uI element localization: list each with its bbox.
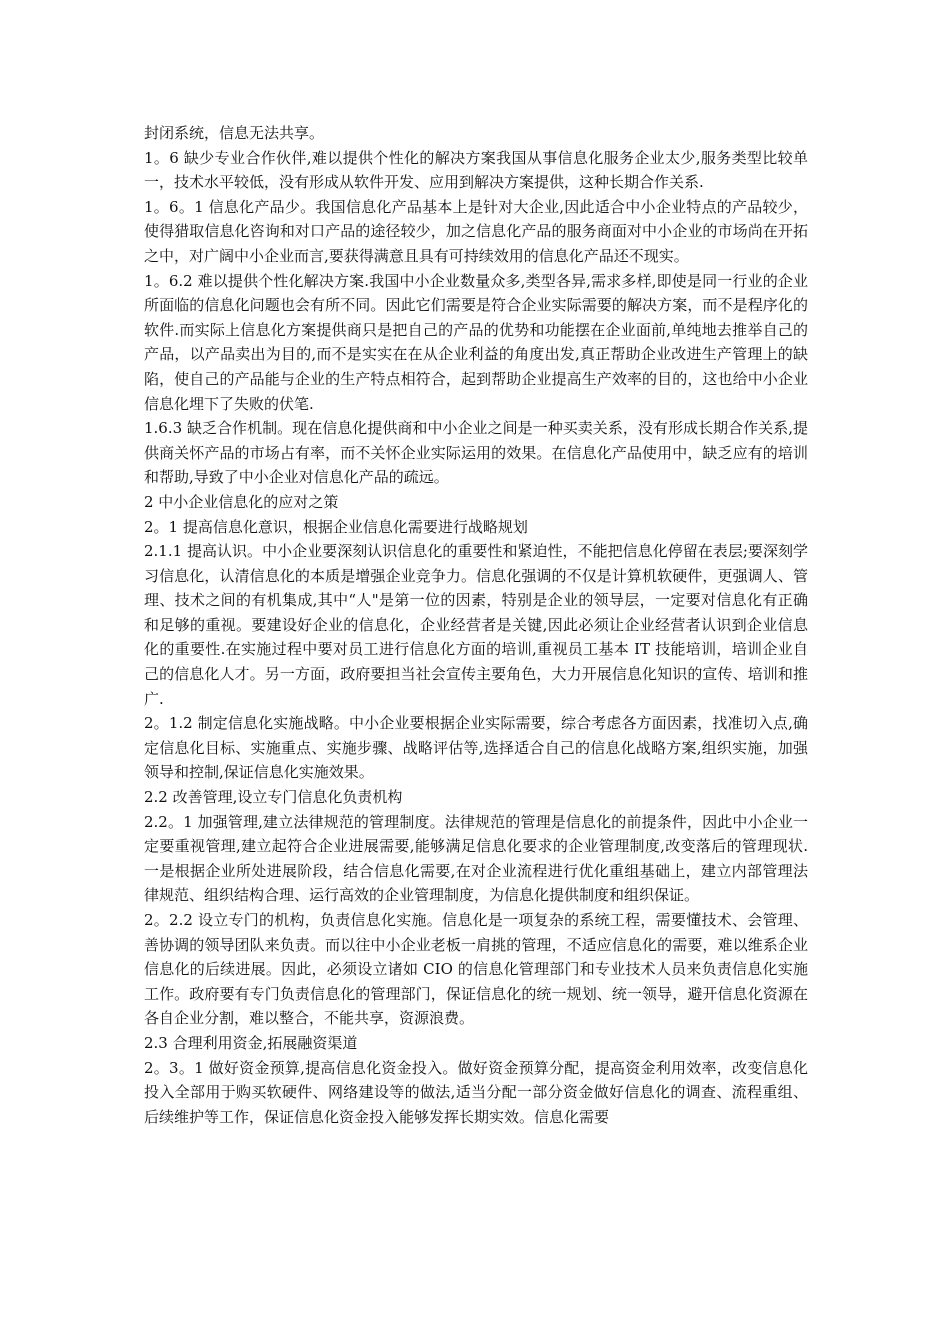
subsection-heading-2-2: 2.2 改善管理,设立专门信息化负责机构 bbox=[144, 788, 403, 807]
paragraph-2-2-1: 2.2。1 加强管理,建立法律规范的管理制度。法律规范的管理是信息化的前提条件，因此中小企业一定要重视管理,建立起符合企业进展需要,能够满足信息化要求的企业管理制度,改变落后的管理现状.一是根据企业所处进展阶段，结合信息化需要,在对企业流程进行优化重组基础上，建立内部管理法律规范、组织结构合理、运行高效的企业管理制度，为信息化提供制度和组织保证。 bbox=[144, 812, 808, 905]
paragraph-2-2-2: 2。2.2 设立专门的机构，负责信息化实施。信息化是一项复杂的系统工程，需要懂技术、会管理、善协调的领导团队来负责。而以往中小企业老板一肩挑的管理，不适应信息化的需要，难以维系企业信息化的后续进展。因此，必须设立诸如 CIO 的信息化管理部门和专业技术人员来负责信息化实施工作。政府要有专门负责信息化的管理部门，保证信息化的统一规划、统一领导，避开信息化资源在各自企业分割，难以整合，不能共享，资源浪费。 bbox=[144, 911, 808, 1028]
paragraph-1-6-3: 1.6.3 缺乏合作机制。现在信息化提供商和中小企业之间是一种买卖关系，没有形成长期合作关系,提供商关怀产品的市场占有率，而不关怀企业实际运用的效果。在信息化产品使用中，缺乏应有的培训和帮助,导致了中小企业对信息化产品的疏远。 bbox=[144, 419, 808, 487]
paragraph-2-1-1: 2.1.1 提高认识。中小企业要深刻认识信息化的重要性和紧迫性，不能把信息化停留在表层;要深刻学习信息化，认清信息化的本质是增强企业竞争力。信息化强调的不仅是计算机软硬件，更强调人、管理、技术之间的有机集成,其中“人"是第一位的因素，特别是企业的领导层，一定要对信息化有正确和足够的重视。要建设好企业的信息化，企业经营者是关键,因此必须让企业经营者认识到企业信息化的重要性.在实施过程中要对员工进行信息化方面的培训,重视员工基本 IT 技能培训，培训企业自己的信息化人才。另一方面，政府要担当社会宣传主要角色，大力开展信息化知识的宣传、培训和推广. bbox=[144, 542, 808, 708]
paragraph-1-6-1: 1。6。1 信息化产品少。我国信息化产品基本上是针对大企业,因此适合中小企业特点的产品较少，使得猎取信息化咨询和对口产品的途径较少，加之信息化产品的服务商面对中小企业的市场尚在开拓之中，对广阔中小企业而言,要获得满意且具有可持续效用的信息化产品还不现实。 bbox=[144, 197, 808, 265]
paragraph-2-1-2: 2。1.2 制定信息化实施战略。中小企业要根据企业实际需要，综合考虑各方面因素，找准切入点,确定信息化目标、实施重点、实施步骤、战略评估等,选择适合自己的信息化战略方案,组织实施，加强领导和控制,保证信息化实施效果。 bbox=[144, 714, 808, 782]
paragraph-1-6-2: 1。6.2 难以提供个性化解决方案.我国中小企业数量众多,类型各异,需求多样,即使是同一行业的企业所面临的信息化问题也会有所不同。因此它们需要是符合企业实际需要的解决方案，而不是程序化的软件.而实际上信息化方案提供商只是把自己的产品的优势和功能摆在企业面前,单纯地去推举自己的产品，以产品卖出为目的,而不是实实在在从企业利益的角度出发,真正帮助企业改进生产管理上的缺陷，使自己的产品能与企业的生产特点相符合，起到帮助企业提高生产效率的目的，这也给中小企业信息化埋下了失败的伏笔. bbox=[144, 271, 808, 413]
subsection-heading-2-1: 2。1 提高信息化意识，根据企业信息化需要进行战略规划 bbox=[144, 517, 528, 536]
section-heading-2: 2 中小企业信息化的应对之策 bbox=[144, 492, 339, 511]
paragraph-1-6: 1。6 缺少专业合作伙伴,难以提供个性化的解决方案我国从事信息化服务企业太少,服务类型比较单一，技术水平较低，没有形成从软件开发、应用到解决方案提供，这种长期合作关系. bbox=[144, 148, 808, 192]
paragraph-continuation: 封闭系统，信息无法共享。 bbox=[144, 124, 325, 142]
paragraph-2-3-1: 2。3。1 做好资金预算,提高信息化资金投入。做好资金预算分配，提高资金利用效率，改变信息化投入全部用于购买软硬件、网络建设等的做法,适当分配一部分资金做好信息化的调查、流程重组、后续维护等工作，保证信息化资金投入能够发挥长期实效。信息化需要 bbox=[144, 1058, 808, 1126]
document-body bbox=[144, 121, 808, 1129]
subsection-heading-2-3: 2.3 合理利用资金,拓展融资渠道 bbox=[144, 1033, 358, 1052]
